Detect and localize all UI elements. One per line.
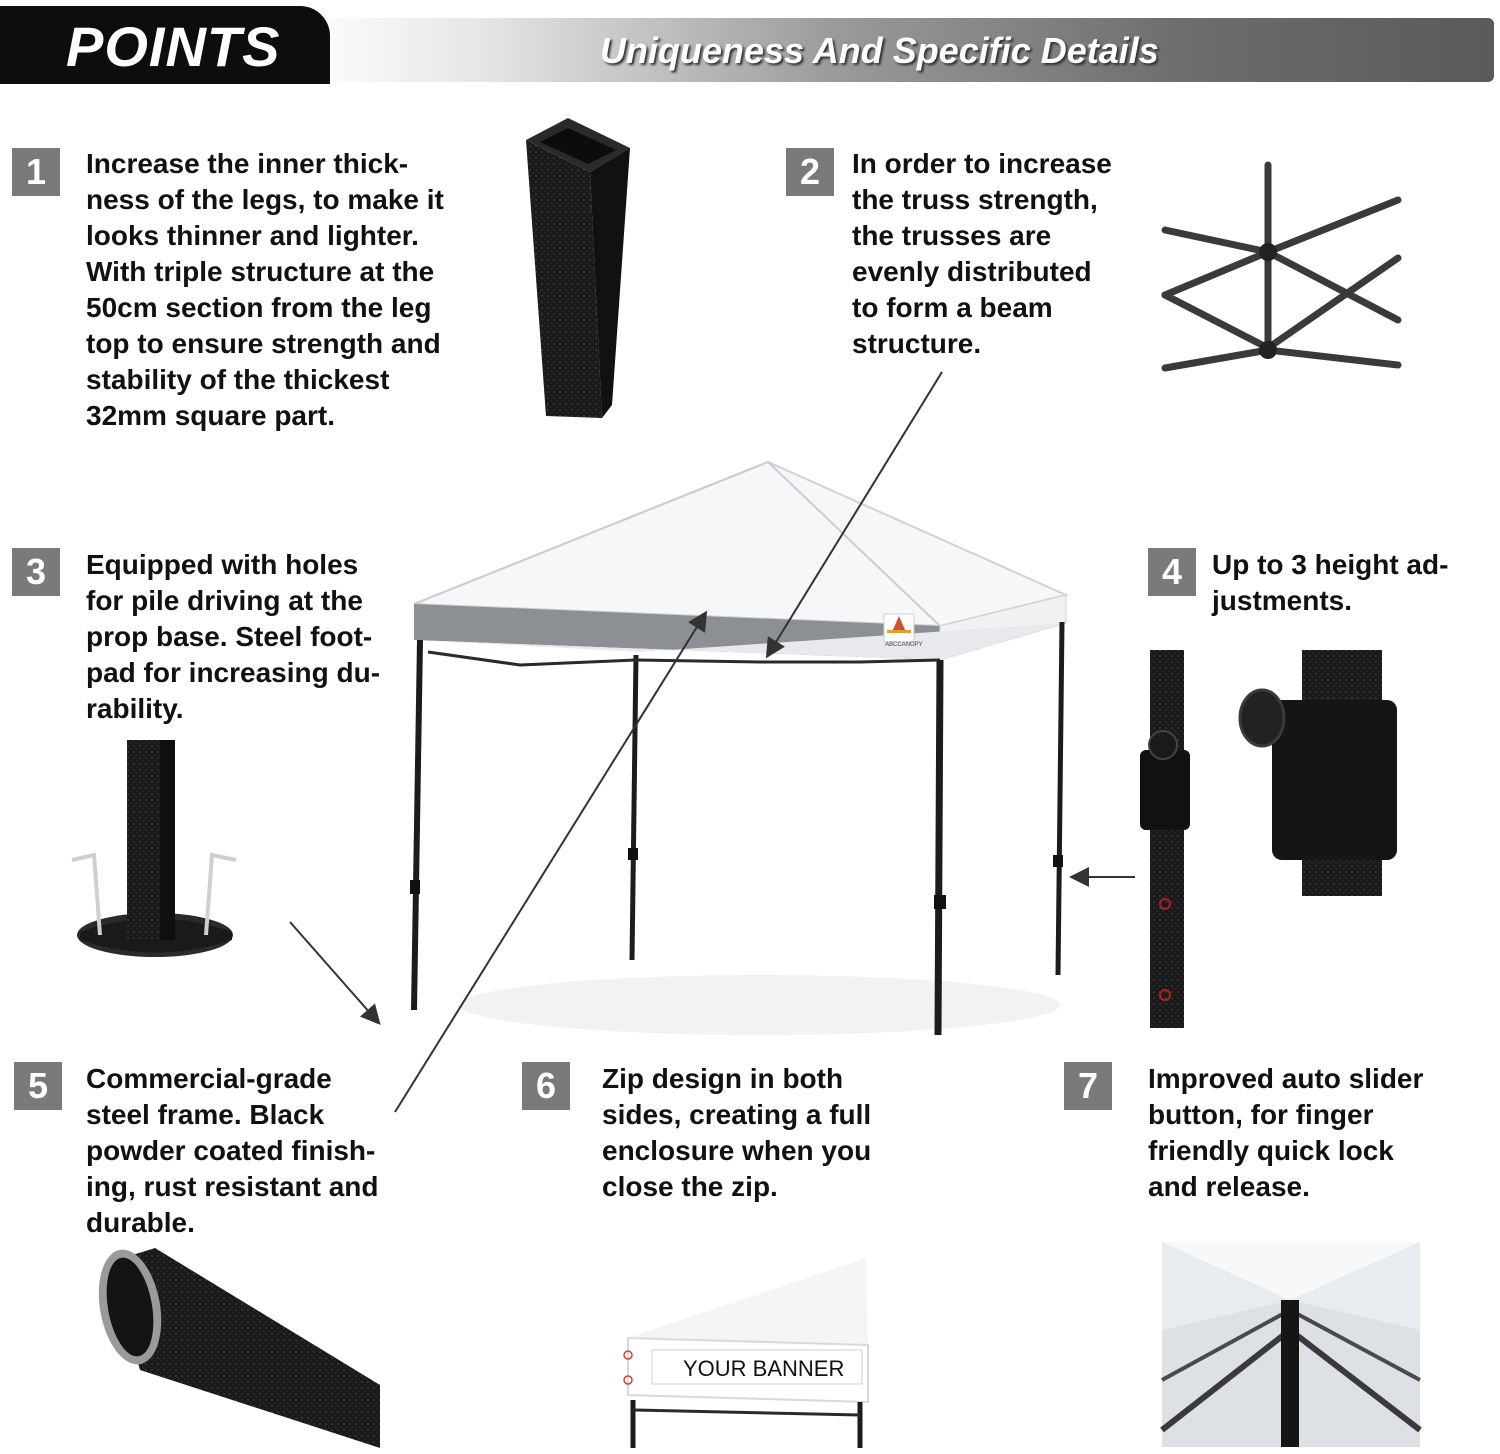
point-5-badge: 5: [14, 1062, 62, 1110]
truss-structure-image: [1165, 165, 1398, 368]
point-2-badge: 2: [786, 148, 834, 196]
point-7-badge: 7: [1064, 1062, 1112, 1110]
header-subtitle: Uniqueness And Specific Details: [600, 30, 1159, 71]
banner-text: YOUR BANNER: [683, 1356, 845, 1381]
point-7-text: Improved auto slider button, for finger friendly quick lock and release.: [1148, 1063, 1424, 1202]
point-3-text: Equipped with holes for pile driving at the prop base. Steel foot- pad for increasing du- rability.: [86, 549, 381, 724]
point-1-badge: 1: [12, 148, 60, 196]
foot-pad-image: [72, 740, 236, 957]
point-3-badge: 3: [12, 548, 60, 596]
point-1-text: Increase the inner thick- ness of the legs, to make it looks thinner and lighter. With triple structure at the 50cm section from the leg top to ensure strength and stability of the thickest 32mm square part.: [86, 148, 444, 431]
header-title: POINTS: [66, 15, 281, 78]
point-2-text: In order to increase the truss strength, the trusses are evenly distributed to form a beam structure.: [852, 148, 1112, 359]
canopy-brand-logo-text: ABCCANOPY: [885, 642, 923, 648]
banner-tent-image: [624, 1258, 868, 1448]
oval-steel-tube-image: [90, 1245, 380, 1448]
square-leg-tube-image: [526, 118, 630, 418]
height-adjustment-image: [1140, 650, 1397, 1028]
point-6-text: Zip design in both sides, creating a full enclosure when you close the zip.: [602, 1063, 872, 1202]
point-5-text: Commercial-grade steel frame. Black powder coated finish- ing, rust resistant and durable.: [86, 1063, 379, 1238]
point-4-badge: 4: [1148, 548, 1196, 596]
slider-button-image: [1162, 1242, 1420, 1447]
canopy-tent-image: [410, 462, 1066, 1035]
point-6-badge: 6: [522, 1062, 570, 1110]
point-4-text: Up to 3 height ad- justments.: [1212, 549, 1449, 616]
